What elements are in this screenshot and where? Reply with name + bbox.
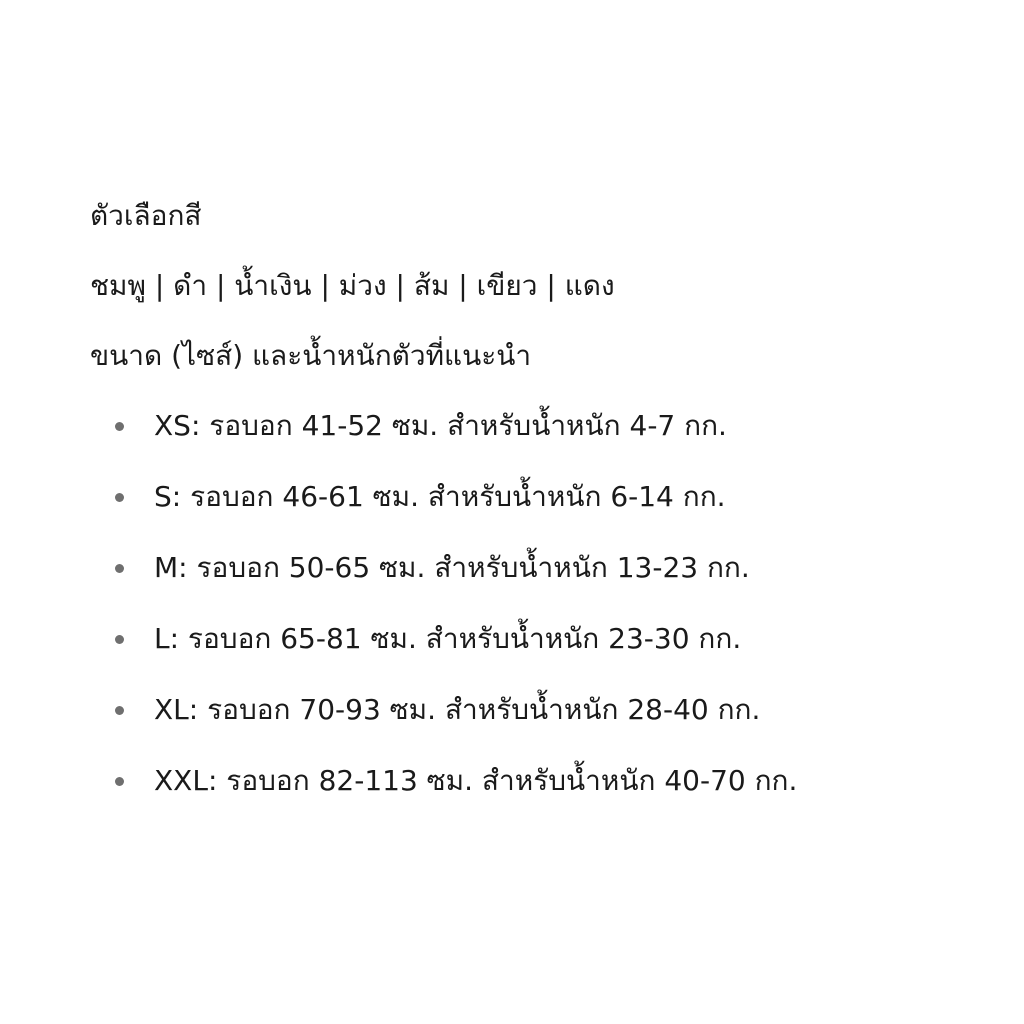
color-options-list: ชมพู | ดำ | น้ำเงิน | ม่วง | ส้ม | เขียว | แดง [90, 269, 615, 302]
bullet-icon [115, 422, 124, 431]
size-item-m [90, 548, 990, 588]
size-item-text: L: รอบอก 65-81 ซม. สำหรับน้ำหนัก 23-30 กก. [154, 622, 742, 655]
size-item-l [90, 619, 990, 659]
size-item-text: M: รอบอก 50-65 ซม. สำหรับน้ำหนัก 13-23 กก. [154, 551, 750, 584]
size-item-xl [90, 690, 990, 730]
bullet-icon [115, 777, 124, 786]
bullet-icon [115, 493, 124, 502]
size-list [90, 406, 990, 801]
bullet-icon [115, 635, 124, 644]
color-options-heading: ตัวเลือกสี [90, 199, 202, 232]
product-description [90, 196, 990, 832]
size-item-xxl [90, 761, 990, 801]
size-item-xs [90, 406, 990, 446]
bullet-icon [115, 706, 124, 715]
size-item-text: S: รอบอก 46-61 ซม. สำหรับน้ำหนัก 6-14 กก. [154, 480, 726, 513]
size-item-text: XL: รอบอก 70-93 ซม. สำหรับน้ำหนัก 28-40 กก. [154, 693, 761, 726]
size-weight-heading: ขนาด (ไซส์) และน้ำหนักตัวที่แนะนำ [90, 339, 532, 372]
size-item-s [90, 477, 990, 517]
bullet-icon [115, 564, 124, 573]
size-item-text: XXL: รอบอก 82-113 ซม. สำหรับน้ำหนัก 40-70 กก. [154, 764, 798, 797]
size-item-text: XS: รอบอก 41-52 ซม. สำหรับน้ำหนัก 4-7 กก. [154, 409, 727, 442]
